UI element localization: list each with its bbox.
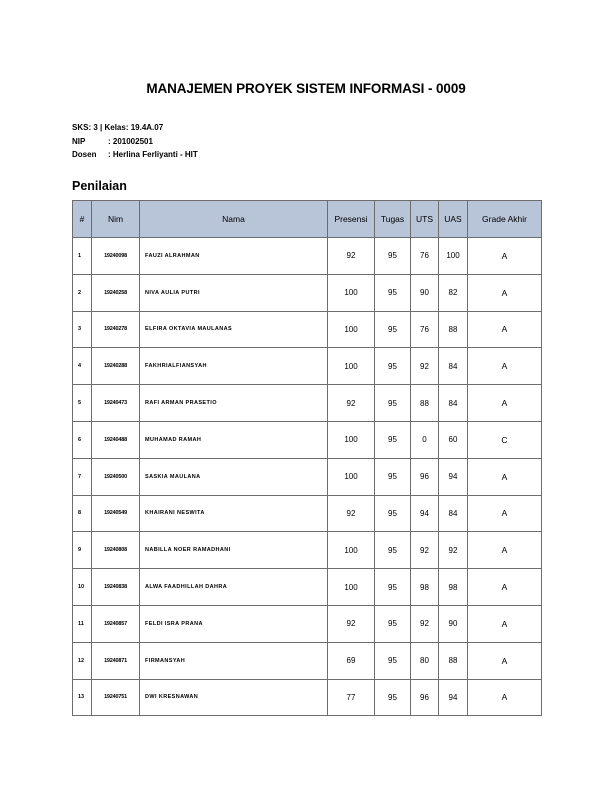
presensi-score: 92 <box>328 385 375 422</box>
presensi-score: 100 <box>328 569 375 606</box>
presensi-score: 100 <box>328 421 375 458</box>
tugas-score: 95 <box>375 642 411 679</box>
grade-akhir: A <box>468 458 542 495</box>
table-row <box>73 385 542 422</box>
table-row <box>73 421 542 458</box>
table-row <box>73 642 542 679</box>
uas-score: 98 <box>439 569 468 606</box>
uts-score: 92 <box>411 605 439 642</box>
tugas-score: 95 <box>375 458 411 495</box>
dosen-label: Dosen <box>72 150 97 159</box>
dosen-value: : Herlina Ferliyanti - HIT <box>108 150 198 159</box>
nip-line <box>72 135 198 149</box>
student-nim: 19240871 <box>92 642 140 679</box>
student-name: NIVA AULIA PUTRI <box>140 274 328 311</box>
tugas-score: 95 <box>375 605 411 642</box>
dosen-line <box>72 148 198 162</box>
grade-akhir: A <box>468 569 542 606</box>
uas-score: 84 <box>439 495 468 532</box>
student-nim: 19240488 <box>92 421 140 458</box>
table-row <box>73 348 542 385</box>
student-nim: 19240500 <box>92 458 140 495</box>
student-name: SASKIA MAULANA <box>140 458 328 495</box>
uts-score: 92 <box>411 348 439 385</box>
uas-score: 94 <box>439 679 468 716</box>
grade-akhir: A <box>468 238 542 275</box>
row-number: 11 <box>73 605 92 642</box>
uas-score: 84 <box>439 348 468 385</box>
section-title: Penilaian <box>72 179 127 193</box>
tugas-score: 95 <box>375 274 411 311</box>
grade-akhir: A <box>468 495 542 532</box>
student-name: NABILLA NOER RAMADHANI <box>140 532 328 569</box>
grade-akhir: C <box>468 421 542 458</box>
uts-score: 96 <box>411 679 439 716</box>
student-name: FAUZI ALRAHMAN <box>140 238 328 275</box>
tugas-score: 95 <box>375 348 411 385</box>
grade-akhir: A <box>468 679 542 716</box>
header-no: # <box>73 201 92 238</box>
tugas-score: 95 <box>375 385 411 422</box>
student-name: DWI KRESNAWAN <box>140 679 328 716</box>
grade-akhir: A <box>468 311 542 348</box>
uts-score: 76 <box>411 238 439 275</box>
nip-value: : 201002501 <box>108 136 153 146</box>
student-nim: 19240288 <box>92 348 140 385</box>
uts-score: 88 <box>411 385 439 422</box>
student-name: FIRMANSYAH <box>140 642 328 679</box>
student-name: ALWA FAADHILLAH DAHRA <box>140 569 328 606</box>
uas-score: 82 <box>439 274 468 311</box>
header-uas: UAS <box>439 201 468 238</box>
uts-score: 0 <box>411 421 439 458</box>
student-name: RAFI ARMAN PRASETIO <box>140 385 328 422</box>
table-row <box>73 458 542 495</box>
student-name: FAKHRIALFIANSYAH <box>140 348 328 385</box>
student-nim: 19240258 <box>92 274 140 311</box>
uts-score: 96 <box>411 458 439 495</box>
row-number: 7 <box>73 458 92 495</box>
tugas-score: 95 <box>375 679 411 716</box>
row-number: 4 <box>73 348 92 385</box>
uas-score: 92 <box>439 532 468 569</box>
row-number: 12 <box>73 642 92 679</box>
presensi-score: 69 <box>328 642 375 679</box>
uts-score: 76 <box>411 311 439 348</box>
uts-score: 94 <box>411 495 439 532</box>
presensi-score: 92 <box>328 605 375 642</box>
tugas-score: 95 <box>375 532 411 569</box>
student-nim: 19240278 <box>92 311 140 348</box>
student-name: KHAIRANI NESWITA <box>140 495 328 532</box>
table-row <box>73 605 542 642</box>
table-row <box>73 569 542 606</box>
uts-score: 80 <box>411 642 439 679</box>
grade-akhir: A <box>468 605 542 642</box>
presensi-score: 92 <box>328 238 375 275</box>
header-grade: Grade Akhir <box>468 201 542 238</box>
grade-akhir: A <box>468 385 542 422</box>
uas-score: 88 <box>439 311 468 348</box>
header-nama: Nama <box>140 201 328 238</box>
tugas-score: 95 <box>375 569 411 606</box>
tugas-score: 95 <box>375 421 411 458</box>
tugas-score: 95 <box>375 495 411 532</box>
sks-class-text: SKS: 3 | Kelas: 19.4A.07 <box>72 123 164 132</box>
student-nim: 19240751 <box>92 679 140 716</box>
header-tugas: Tugas <box>375 201 411 238</box>
row-number: 13 <box>73 679 92 716</box>
course-meta <box>72 121 198 162</box>
sks-class-line <box>72 121 198 135</box>
uas-score: 88 <box>439 642 468 679</box>
uas-score: 60 <box>439 421 468 458</box>
student-nim: 19240857 <box>92 605 140 642</box>
uas-score: 100 <box>439 238 468 275</box>
presensi-score: 100 <box>328 311 375 348</box>
uas-score: 90 <box>439 605 468 642</box>
presensi-score: 77 <box>328 679 375 716</box>
presensi-score: 100 <box>328 458 375 495</box>
row-number: 9 <box>73 532 92 569</box>
presensi-score: 92 <box>328 495 375 532</box>
table-row <box>73 495 542 532</box>
table-row <box>73 238 542 275</box>
presensi-score: 100 <box>328 348 375 385</box>
grade-akhir: A <box>468 348 542 385</box>
row-number: 8 <box>73 495 92 532</box>
student-name: ELFIRA OKTAVIA MAULANAS <box>140 311 328 348</box>
presensi-score: 100 <box>328 274 375 311</box>
row-number: 2 <box>73 274 92 311</box>
student-nim: 19240549 <box>92 495 140 532</box>
grades-table <box>72 200 542 716</box>
table-row <box>73 532 542 569</box>
uts-score: 92 <box>411 532 439 569</box>
presensi-score: 100 <box>328 532 375 569</box>
student-nim: 19240808 <box>92 532 140 569</box>
student-nim: 19240098 <box>92 238 140 275</box>
uts-score: 90 <box>411 274 439 311</box>
student-nim: 19240473 <box>92 385 140 422</box>
row-number: 6 <box>73 421 92 458</box>
row-number: 3 <box>73 311 92 348</box>
grade-akhir: A <box>468 642 542 679</box>
table-row <box>73 679 542 716</box>
uas-score: 94 <box>439 458 468 495</box>
row-number: 1 <box>73 238 92 275</box>
uas-score: 84 <box>439 385 468 422</box>
header-presensi: Presensi <box>328 201 375 238</box>
nip-label: NIP <box>72 136 86 146</box>
row-number: 5 <box>73 385 92 422</box>
table-header-row <box>73 201 542 238</box>
tugas-score: 95 <box>375 311 411 348</box>
document-title: MANAJEMEN PROYEK SISTEM INFORMASI - 0009 <box>146 81 466 96</box>
student-nim: 19240838 <box>92 569 140 606</box>
header-nim: Nim <box>92 201 140 238</box>
student-name: FELDI ISRA PRANA <box>140 605 328 642</box>
header-uts: UTS <box>411 201 439 238</box>
table-row <box>73 274 542 311</box>
student-name: MUHAMAD RAMAH <box>140 421 328 458</box>
grade-akhir: A <box>468 274 542 311</box>
row-number: 10 <box>73 569 92 606</box>
grade-akhir: A <box>468 532 542 569</box>
table-row <box>73 311 542 348</box>
tugas-score: 95 <box>375 238 411 275</box>
uts-score: 98 <box>411 569 439 606</box>
